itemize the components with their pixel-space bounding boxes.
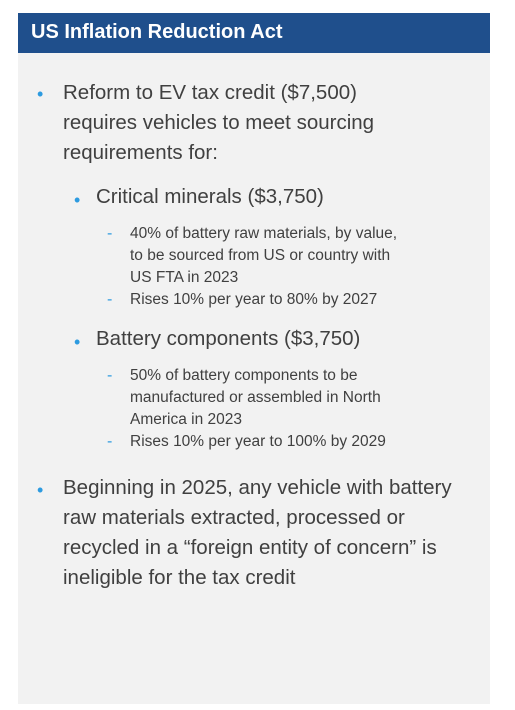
bullet-dot-icon: •	[37, 84, 44, 104]
content-panel	[18, 53, 490, 704]
bullet-dot-icon: •	[37, 480, 44, 500]
sub-bullet-text: Critical minerals ($3,750)	[96, 185, 324, 208]
sub-bullet-dot-icon: •	[74, 190, 81, 210]
header-bar	[18, 13, 490, 53]
dash-icon: -	[107, 291, 113, 308]
sub-item-text: 40% of battery raw materials, by value, to be sourced from US or country with US FTA in 2023	[130, 225, 398, 286]
bullet-text: Beginning in 2025, any vehicle with battery raw materials extracted, processed or recycled in a “foreign entity of concern” is ineligible for the tax credit	[63, 476, 452, 589]
bullet-text: Reform to EV tax credit ($7,500) requires vehicles to meet sourcing requirements for:	[63, 81, 375, 164]
dash-icon: -	[107, 433, 113, 450]
dash-icon: -	[107, 367, 113, 384]
sub-item-text: Rises 10% per year to 100% by 2029	[130, 433, 386, 450]
sub-bullet-text: Battery components ($3,750)	[96, 327, 361, 350]
sub-item-text: Rises 10% per year to 80% by 2027	[130, 291, 378, 308]
sub-bullet-dot-icon: •	[74, 332, 81, 352]
header-title: US Inflation Reduction Act	[31, 21, 283, 43]
sub-item-text: 50% of battery components to be manufactured or assembled in North America in 2023	[130, 367, 381, 428]
dash-icon: -	[107, 225, 113, 242]
